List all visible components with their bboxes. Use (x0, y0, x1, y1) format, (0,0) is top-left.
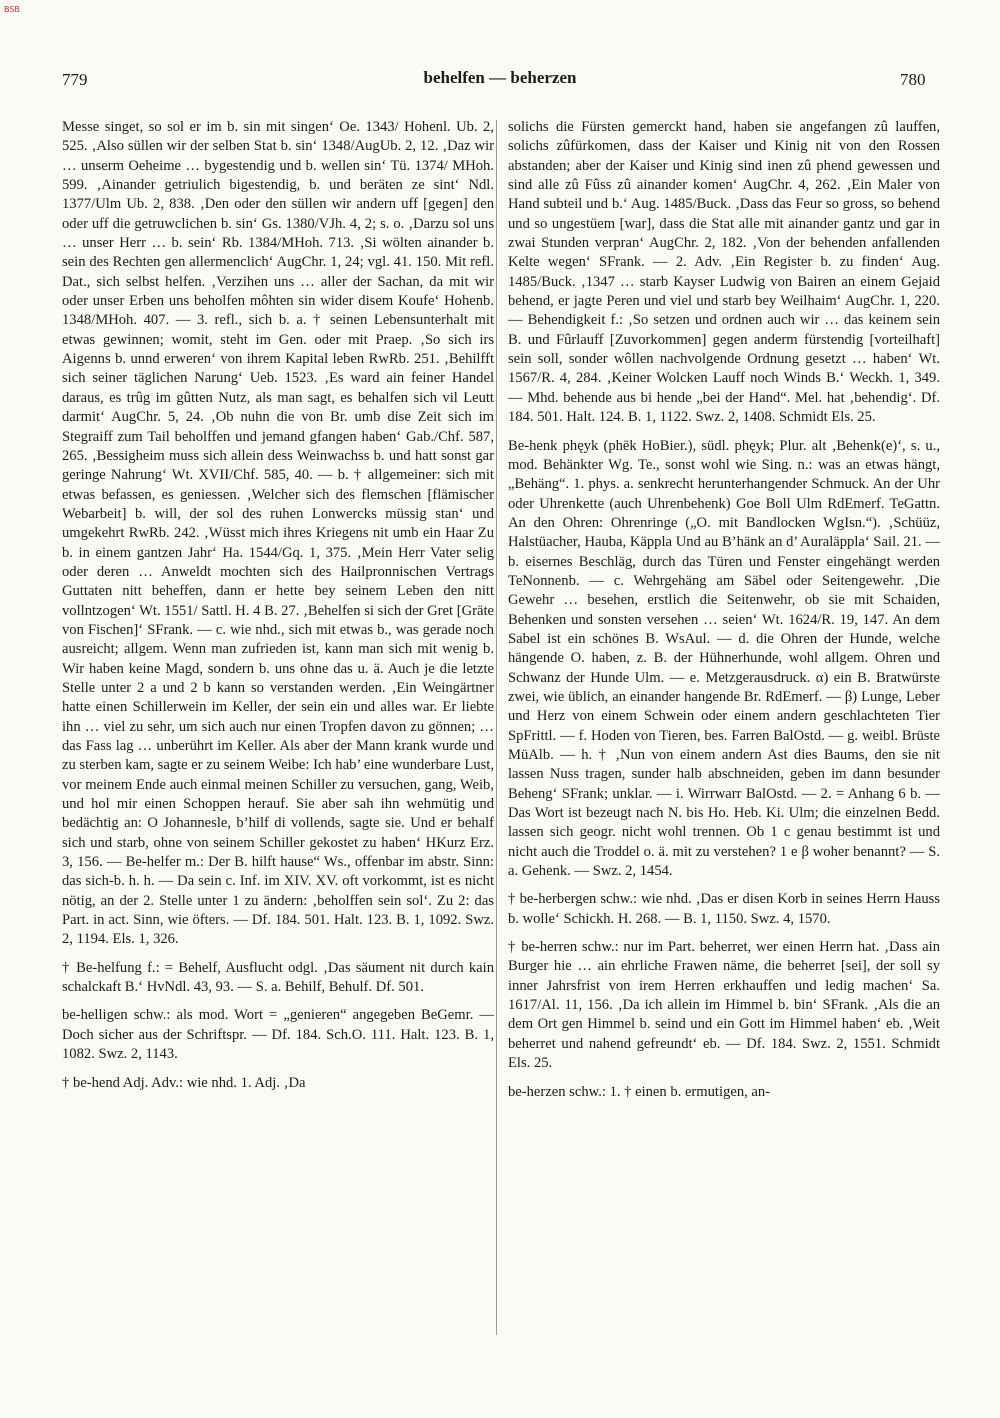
entry-text: † be-hend Adj. Adv.: wie nhd. 1. Adj. ‚Da (62, 1074, 306, 1091)
page-number-left: 779 (62, 70, 88, 89)
page-number-right: 780 (900, 70, 926, 89)
entry-text: solichs die Fürsten gemerckt hand, haben sie angefangen zû lauffen, solichs zûfürkomen, dass der Kaiser und Kinig nit von den Rossen abstanden; aber der Kaiser und Kinig sind inen zû phend gewessen und sind alle zû Fûss zû ainander komen‘ AugChr. 4, 262. ‚Ein Maler von Hand subteil und b.‘ Aug. 1485/Buck. ‚Dass das Feur so gross, so behend und so ungestüem [war], dass die Stat alle mit ainander gantz und gar in zwai Stunden verpran‘ AugChr. 2, 182. ‚Von der behenden anfallenden Kelte wegen‘ SFrank. — 2. Adv. ‚Ein Register b. zu finden‘ Aug. 1485/Buck. ‚1347 … starb Kayser Ludwig von Bairen an einem Gejaid behend, er jagte Peren und viel und starb bey Weilhaim‘ AugChr. 1, 220. — Behendigkeit f.: ‚So setzen und ordnen auch wir … das keinem sein B. und Fûrlauff [Zuvorkommen] gegen anderm fürstendig [vorteilhaft] sein soll, sonder wôllen nachvolgende Ordnung gesetzt … haben‘ Wt. 1567/R. 4, 284. ‚Keiner Wolcken Lauff noch Winds B.‘ Weckh. 1, 349. — Mhd. behende aus bi hende „bei der Hand“. Mel. hat ‚behendig‘. Df. 184. 501. Halt. 124. B. 1, 1122. Swz. 2, 1408. Schmidt Els. 25. (508, 119, 940, 426)
entry-text: be-helligen schw.: als mod. Wort = „genieren“ angegeben BeGemr. — Doch sicher aus der Schriftspr. — Df. 184. Sch.O. 111. Halt. 123. B. 1, 1082. Swz. 2, 1143. (62, 1007, 494, 1063)
entry-text: be-herzen schw.: 1. † einen b. ermutigen, an- (508, 1083, 771, 1100)
left-column (62, 118, 494, 1093)
entry-text: Be-henk phęyk (phēk HoBier.), südl. phęyk; Plur. alt ‚Behenk(e)‘, s. u., mod. Behänkter Wg. Te., sonst wohl wie Sing. n.: was an etwas hängt, „Behäng“. 1. phys. a. senkrecht herunterhangender Schmuck. An der Uhr oder Uhrenkette (auch Uhrenbehenk) Goe Boll Ulm RdEmerf. TeGattn. An den Ohren: Ohrenringe („O. mit Bandlocken WgIsn.“). ‚Schüüz, Halstüacher, Hauba, Käppla Und au B’hänk an d’ Auraläppla‘ Sail. 21. — b. eisernes Beschläg, durch das Türen und Fenster eingehängt werden TeNonnenb. — c. Wehrgehäng am Säbel oder Seitengewehr. ‚Die Gewehr … besehen, erstlich die Seitenwehr, ob sie mit Schaiden, Behenken und sonsten versehen … seien‘ Wt. 1624/R. 19, 147. An dem Sabel ist ein schönes B. WsAul. — d. die Ohren der Hunde, welche hängende O. haben, z. B. der Hühnerhunde, wohl allgem. Ohren und Schwanz der Hunde Ulm. — e. Metzgerausdruck. α) ein B. Bratwürste zwei, wie üblich, an einander hangende Br. RdEmerf. — β) Lunge, Leber und Herz von einem Schwein oder einem andern geschlachteten Tier SpFrittl. — f. Hoden von Tieren, bes. Farren BalOstd. — g. weibl. Brüste MüAlb. — h. † ‚Nun von einem andern Ast dies Baums, den sie nit lassen Nuss tragen, sunder halb abschneiden, geben im dann besunder Beheng‘ SFrank; unklar. — i. Wirrwarr BalOstd. — 2. = Anhang 6 b. — Das Wort ist bezeugt nach N. bis Ho. Heb. Ki. Ulm; die einzelnen Bedd. lassen sich geogr. nicht wohl trennen. Ob 1 c genau bestimmt ist und nicht auch die Troddel o. ä. mit zu verstehen? 1 e β woher benannt? — S. a. Gehenk. — Swz. 2, 1454. (508, 437, 940, 880)
column-divider (496, 120, 497, 1335)
entry-text: † be-herren schw.: nur im Part. beherret, wer einen Herrn hat. ‚Dass ain Burger hie … ain ehrliche Frawen näme, die beherret [sei], der soll sy inner Jahrsfrist von irem Herren erkhauffen und ledig machen‘ Sa. 1617/Al. 11, 156. ‚Da ich allein im Himmel b. bin‘ SFrank. ‚Als die an dem Ort gen Himmel b. seind und ein Gott im Himmel haben‘ eb. ‚Weit beherret und nahend gefreundt‘ eb. — Df. 184. Swz. 2, 1551. Schmidt Els. 25. (508, 939, 940, 1072)
right-column (508, 118, 940, 1102)
entry-text: Messe singet, so sol er im b. sin mit singen‘ Oe. 1343/ Hohenl. Ub. 2, 525. ‚Also süllen wir der selben Stat b. sin‘ 1348/AugUb. 2, 12. ‚Daz wir … unserm Oeheime … bygestendig und b. wellen sin‘ Tü. 1374/ MHoh. 599. ‚Ainander getriulich bigestendig, b. und beräten ze sint‘ Ndl. 1377/Ulm Ub. 2, 838. ‚Den oder den süllen wir andern uff [gegen] den oder uff die getruwclichen b. sin‘ Gs. 1380/VJh. 4, 2; s. o. ‚Darzu sol uns … unser Herr … b. sein‘ Rb. 1384/MHoh. 713. ‚Si wölten ainander b. sein des Rechten gen allermenclich‘ AugChr. 1, 24; vgl. 41. 150. Mit refl. Dat., sich selbst helfen. ‚Verzihen uns … aller der Sachan, da mit wir oder unser Erben uns beholfen môhten sin wider disem Koufe‘ Hohenb. 1348/MHoh. 407. — 3. refl., sich b. a. † seinen Lebensunterhalt mit etwas gewinnen; womit, steht im Gen. oder mit Praep. ‚So sich irs Aigenns b. unnd erweren‘ von ihrem Kapital leben RwRb. 251. ‚Behilfft sich seiner täglichen Narung‘ Ueb. 1523. ‚Es ward ain feiner Handel daraus, es trûg im gûtten Nutz, als man sagt, es behalfen sich vil Leutt darmit‘ AugChr. 5, 24. ‚Ob nuhn die von Br. umb dise Zeit sich im Stegraiff zum Tail beholffen und jemand gfangen haben‘ Gab./Chf. 587, 265. ‚Bessigheim muss sich allein dess Weinwachss b. und hatt sonst gar geringe Nahrung‘ Wt. XVII/Chf. 585, 40. — b. † allgemeiner: sich mit etwas befassen, es geniessen. ‚Welcher sich des flemschen [flämischer Webarbeit] b. will, der sol des ruhen Lonwercks müssig stan‘ und umgekehrt RwRb. 242. ‚Wüsst mich ihres Kriegens nit umb ein Haar Zu b. in einem gantzen Jahr‘ Ha. 1544/Gq. 1, 375. ‚Mein Herr Vater selig oder deren … Anweldt mochten sich des Hailpronnischen Vertrags Guttaten nitt beheffen, dann er hette bey seinem Leben den nitt vollntzogen‘ Wt. 1551/ Sattl. H. 4 B. 27. ‚Behelfen si sich der Gret [Gräte von Fischen]‘ SFrank. — c. wie nhd., sich mit etwas b., was gerade noch ausreicht; allgem. Wenn man zufrieden ist, kann man sich mit wenig b. Wir haben keine Magd, sondern b. uns ohne das u. ä. Auch je die letzte Stelle unter 2 a und 2 b kann so verstanden werden. ‚Ein Weingärtner hatte einen Schillerwein im Keller, der sein ein und alles war. Er liebte ihn … viel zu sehr, um sich auch nur einen Tropfen davon zu gönnen; … das Fass lag … unberührt im Keller. Als aber der Mann krank wurde und zu sterben kam, sagte er zu seinem Weibe: Ich hab’ eine wunderbare Lust, vor meinem Ende auch einmal meinen Schiller zu versuchen, gang, Weib, und hol mir einen Schoppen herauf. Sie aber sah ihn wehmütig und bedächtig an: O Johannesle, b’hilf di vollends, sagte sie. Und er behalf sich und starb, ohne von seinem Schiller gekostet zu haben‘ HKurz Erz. 3, 156. — Be-helfer m.: Der B. hilft hause“ Ws., offenbar im abstr. Sinn: das sich-b. h. h. — Da sein c. Inf. im XIV. XV. oft vorkommt, ist es nicht nötig, an der 2. Stelle unter 1 zu ändern: ‚beholffen sein sol‘. Zu 2: das Part. in act. Sinn, wie öfters. — Df. 184. 501. Halt. 123. B. 1, 1092. Swz. 2, 1194. Els. 1, 326. (62, 119, 494, 948)
running-headword: behelfen — beherzen (423, 68, 577, 87)
entry-text: † Be-helfung f.: = Behelf, Ausflucht odgl. ‚Das säument nit durch kain schalckaft B.‘ HvNdl. 43, 93. — S. a. Behilf, Behulf. Df. 501. (62, 959, 494, 996)
entry-text: † be-herbergen schw.: wie nhd. ‚Das er disen Korb in seines Herrn Hauss b. wolle‘ Schickh. H. 268. — B. 1, 1150. Swz. 4, 1570. (508, 891, 940, 927)
library-stamp: BSB (4, 5, 20, 14)
